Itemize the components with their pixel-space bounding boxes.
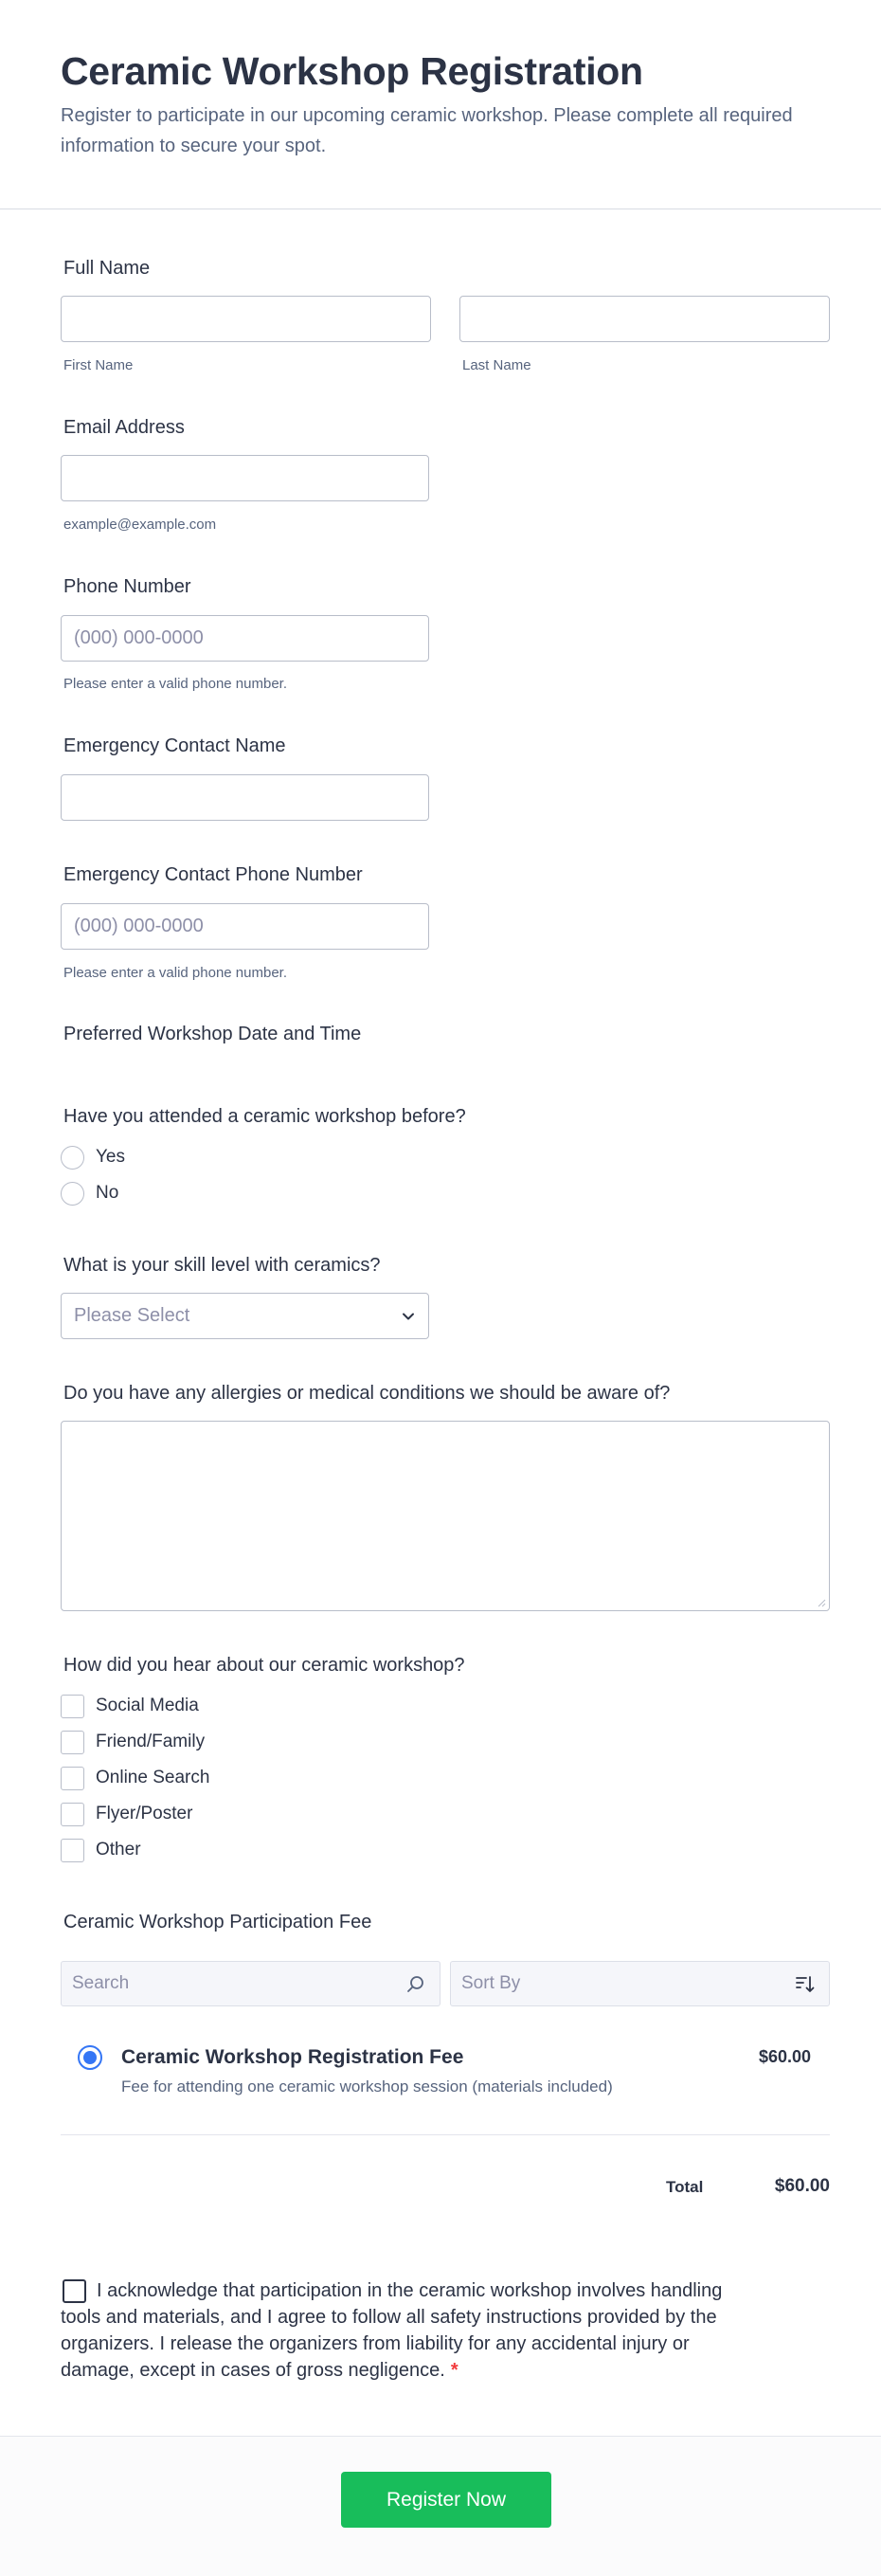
product-search-placeholder: Search bbox=[72, 1973, 130, 1993]
phone-label: Phone Number bbox=[63, 576, 191, 597]
product-search-input[interactable] bbox=[61, 1961, 440, 2006]
allergies-label: Do you have any allergies or medical conditions we should be aware of? bbox=[63, 1383, 671, 1404]
email-label: Email Address bbox=[63, 417, 185, 438]
register-now-button[interactable]: Register Now bbox=[341, 2472, 551, 2528]
product-description: Fee for attending one ceramic workshop session (materials included) bbox=[121, 2077, 613, 2095]
product-sort-placeholder: Sort By bbox=[461, 1973, 521, 1993]
emergency-phone-label: Emergency Contact Phone Number bbox=[63, 864, 363, 885]
payment-label: Ceramic Workshop Participation Fee bbox=[63, 1912, 372, 1932]
full-name-label: Full Name bbox=[63, 258, 151, 279]
heard-about-label: How did you hear about our ceramic workshop? bbox=[63, 1655, 465, 1676]
chevron-down-icon bbox=[400, 1308, 417, 1325]
resize-handle-icon[interactable] bbox=[817, 1598, 826, 1607]
total-label: Total bbox=[666, 2178, 704, 2196]
heard-social-media-checkbox[interactable] bbox=[61, 1695, 84, 1718]
attended-no-label: No bbox=[96, 1183, 119, 1203]
heard-other-label: Other bbox=[96, 1840, 141, 1859]
form-title: Ceramic Workshop Registration bbox=[61, 49, 643, 93]
product-select-radio[interactable] bbox=[78, 2045, 102, 2070]
emergency-phone-placeholder: (000) 000-0000 bbox=[74, 916, 204, 936]
heard-social-media-label: Social Media bbox=[96, 1696, 199, 1715]
heard-online-search-label: Online Search bbox=[96, 1768, 210, 1787]
total-value: $60.00 bbox=[774, 2176, 830, 2196]
product-divider bbox=[61, 2134, 830, 2135]
email-sublabel: example@example.com bbox=[63, 517, 217, 533]
workshop-datetime-label: Preferred Workshop Date and Time bbox=[63, 1024, 362, 1044]
sort-icon bbox=[795, 1974, 816, 1995]
allergies-textarea[interactable] bbox=[61, 1421, 830, 1611]
radio-selected-dot bbox=[83, 2051, 97, 2064]
attended-no-radio[interactable] bbox=[61, 1182, 84, 1206]
emergency-name-input[interactable] bbox=[61, 774, 429, 821]
form-header bbox=[0, 0, 881, 209]
heard-friend-family-label: Friend/Family bbox=[96, 1732, 206, 1751]
form-subtitle: Register to participate in our upcoming ceramic workshop. Please complete all required information to secure your spot. bbox=[61, 105, 793, 156]
product-sort-select[interactable] bbox=[450, 1961, 830, 2006]
phone-placeholder: (000) 000-0000 bbox=[74, 627, 204, 648]
search-icon bbox=[405, 1974, 426, 1995]
phone-input[interactable] bbox=[61, 615, 429, 662]
emergency-phone-sublabel: Please enter a valid phone number. bbox=[63, 965, 287, 981]
first-name-input[interactable] bbox=[61, 296, 431, 342]
attended-before-label: Have you attended a ceramic workshop before? bbox=[63, 1106, 466, 1127]
skill-level-value: Please Select bbox=[74, 1305, 190, 1326]
attended-yes-radio[interactable] bbox=[61, 1146, 84, 1170]
heard-friend-family-checkbox[interactable] bbox=[61, 1731, 84, 1754]
attended-yes-label: Yes bbox=[96, 1147, 125, 1167]
skill-level-label: What is your skill level with ceramics? bbox=[63, 1255, 381, 1276]
product-name: Ceramic Workshop Registration Fee bbox=[121, 2046, 464, 2068]
terms-text: I acknowledge that participation in the ceramic workshop involves handling tools and materials, and I agree to follow all safety instructions provided by the organizers. I release the organizers from liability for any accidental injury or damage, except in cases of gross negligence. bbox=[61, 2280, 723, 2381]
email-field[interactable] bbox=[61, 455, 429, 501]
emergency-phone-input[interactable] bbox=[61, 903, 429, 950]
product-price: $60.00 bbox=[758, 2047, 811, 2066]
skill-level-select[interactable] bbox=[61, 1293, 429, 1339]
phone-sublabel: Please enter a valid phone number. bbox=[63, 676, 287, 692]
emergency-name-label: Emergency Contact Name bbox=[63, 735, 286, 756]
heard-online-search-checkbox[interactable] bbox=[61, 1767, 84, 1790]
last-name-sublabel: Last Name bbox=[462, 357, 531, 373]
required-mark: * bbox=[450, 2360, 458, 2381]
heard-flyer-poster-label: Flyer/Poster bbox=[96, 1804, 193, 1823]
first-name-sublabel: First Name bbox=[63, 357, 134, 373]
terms-label bbox=[61, 2277, 724, 2384]
heard-other-checkbox[interactable] bbox=[61, 1839, 84, 1862]
last-name-input[interactable] bbox=[459, 296, 830, 342]
heard-flyer-poster-checkbox[interactable] bbox=[61, 1803, 84, 1826]
